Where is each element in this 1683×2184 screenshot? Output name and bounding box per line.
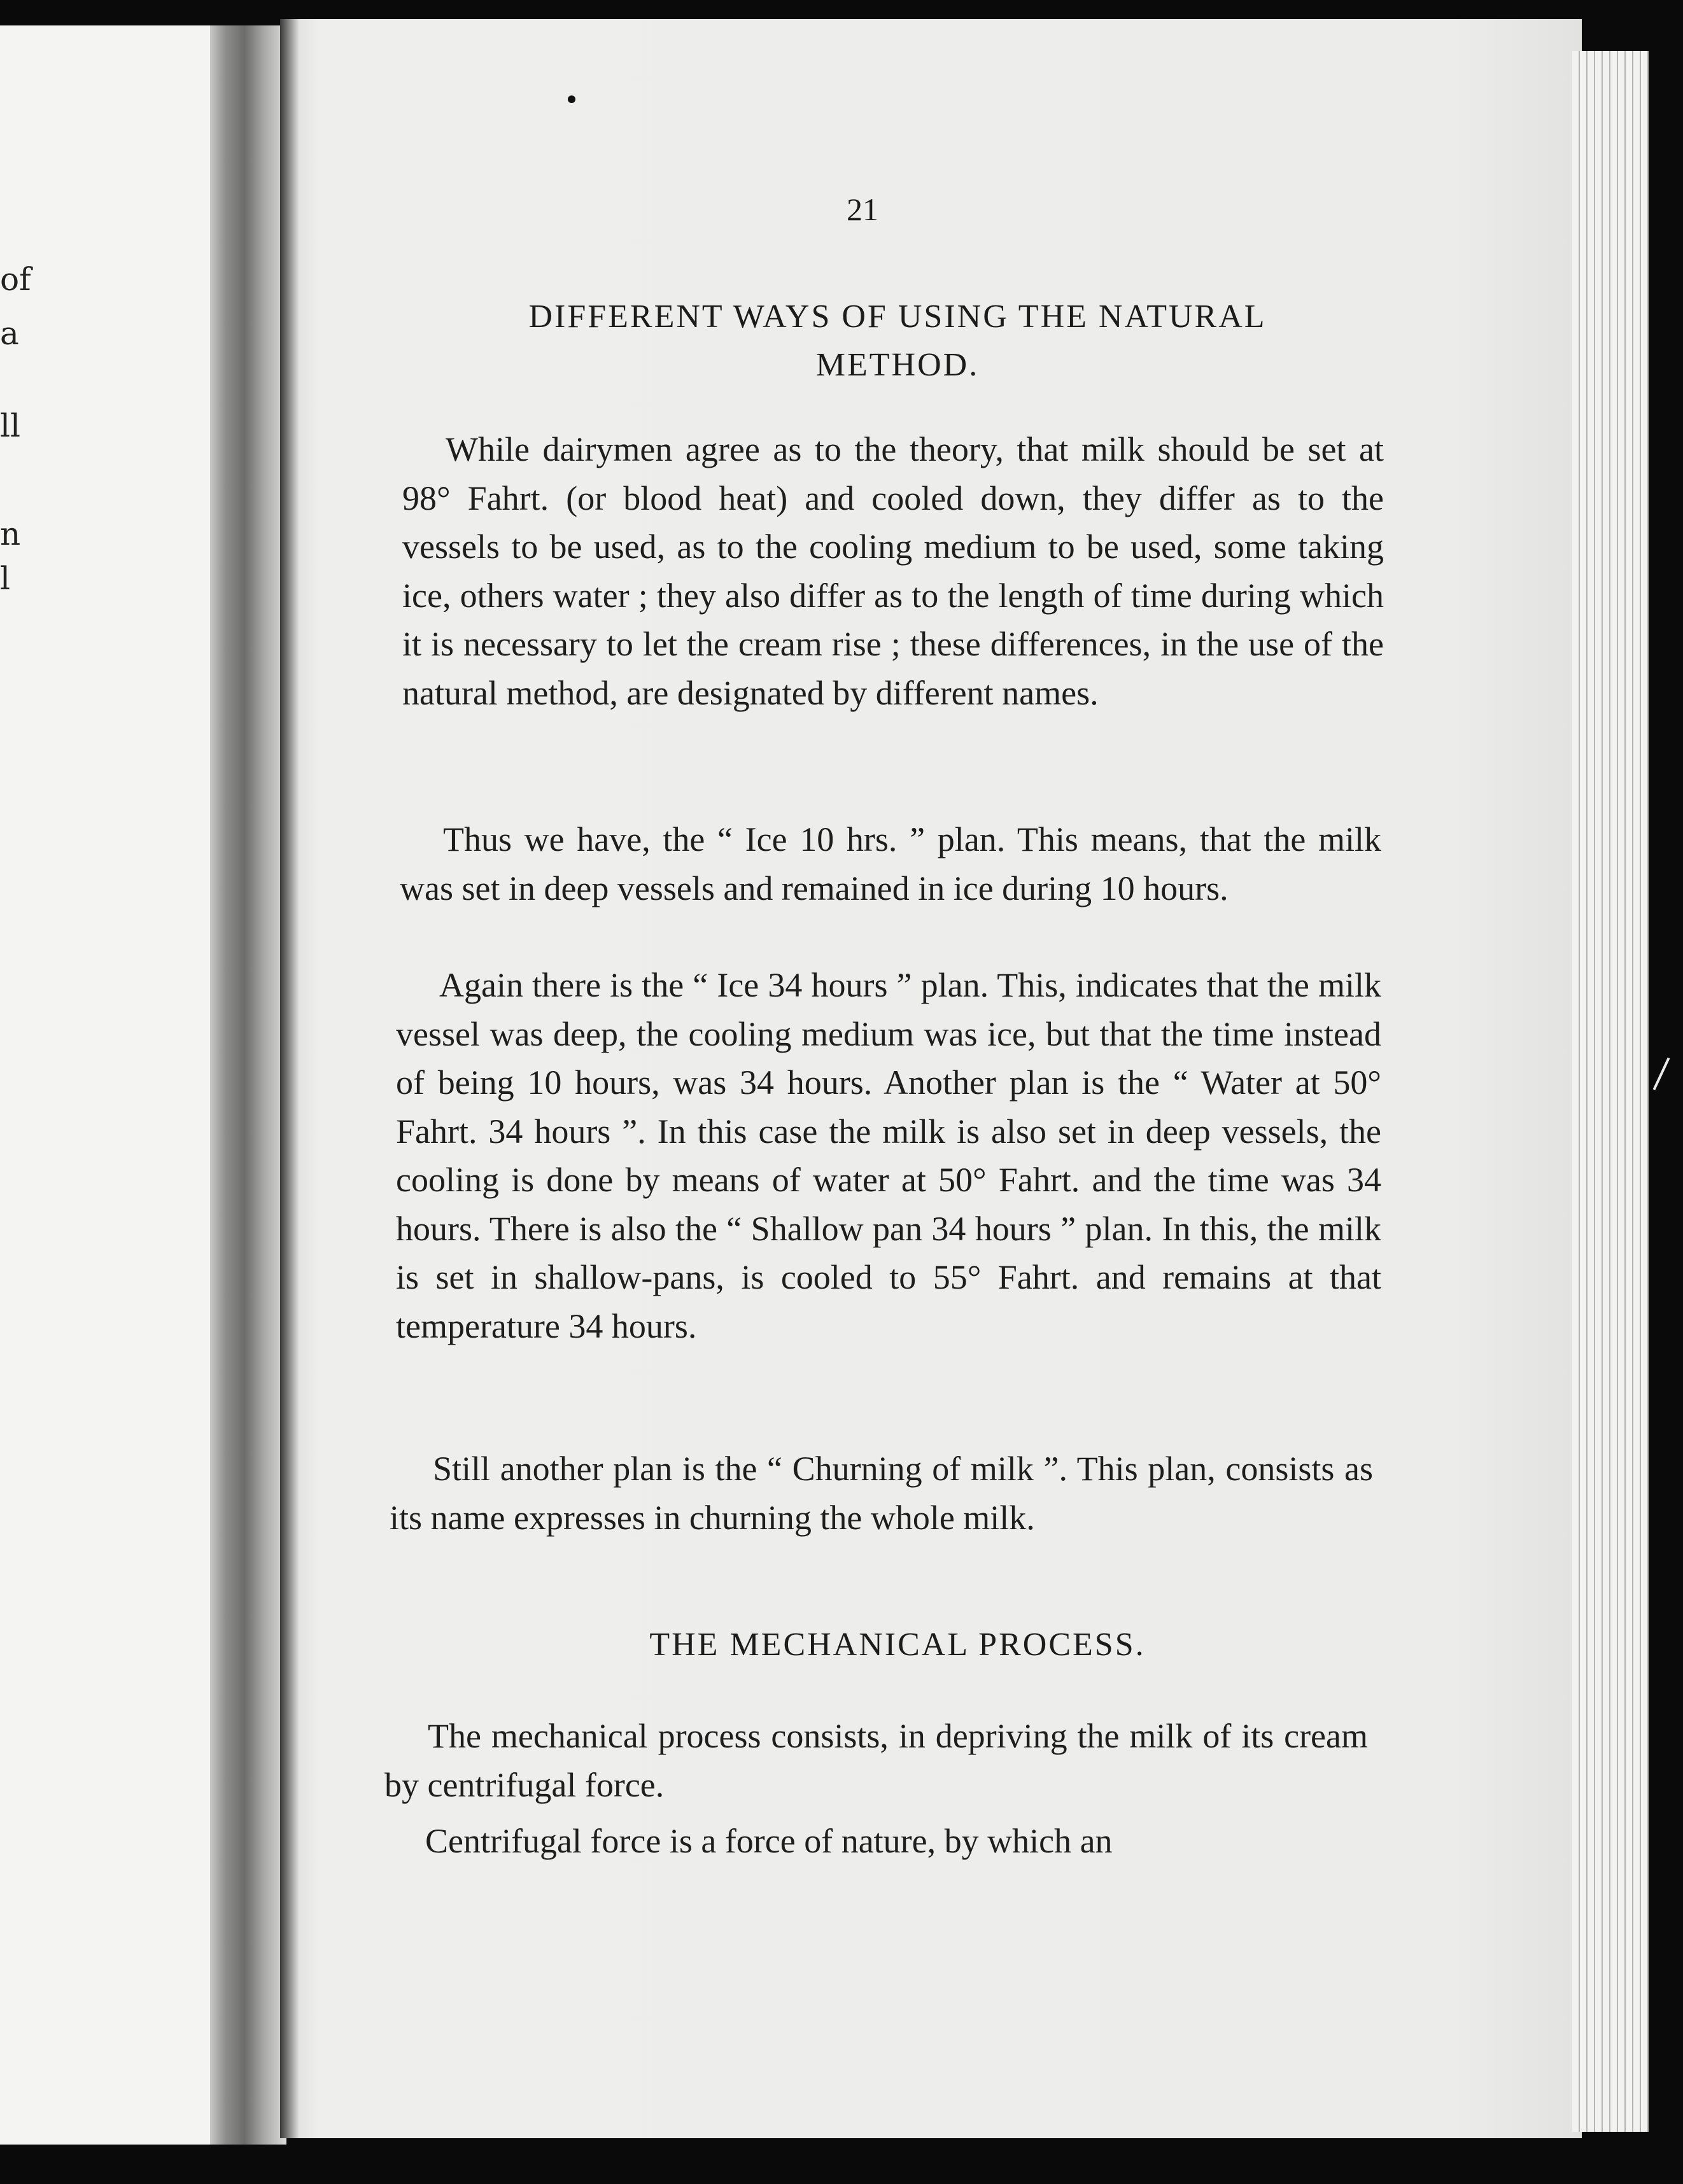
paragraph: The mechanical process consists, in depriving the milk of its cream by centrifugal force. <box>384 1717 1368 1804</box>
paragraph: Still another plan is the “ Churning of milk ”. This plan, consists as its name expresses in churning the whole milk. <box>390 1450 1373 1537</box>
book-gutter <box>210 25 286 2145</box>
page-number: 21 <box>847 192 878 227</box>
left-page-fragment: a <box>0 315 19 352</box>
paragraph: Thus we have, the “ Ice 10 hrs. ” plan. This means, that the milk was set in deep vessels and remained in ice during 10 hours. <box>400 820 1381 907</box>
left-page-fragment: ll <box>0 407 20 444</box>
page-heading-line-1: DIFFERENT WAYS OF USING THE NATURAL <box>528 298 1267 335</box>
left-page-fragment: l <box>0 560 10 597</box>
scan-artifact <box>1653 1058 1670 1091</box>
left-page-fragment: of <box>0 261 31 298</box>
left-facing-page <box>0 25 210 2145</box>
page-heading <box>382 293 1413 389</box>
page-heading-line-2: METHOD. <box>815 347 980 383</box>
paragraph: Centrifugal force is a force of nature, by which an <box>425 1822 1113 1860</box>
paragraph: While dairymen agree as to the theory, that milk should be set at 98° Fahrt. (or blood heat) and cooled down, they differ as to the vessels to be used, as to the cooling medium to be used, some taking ice, others water ; they also differ as to the length of time during which it is necessary to let the cream rise ; these differences, in the use of the natural method, are designated by different names. <box>402 430 1384 712</box>
page-edge-stack <box>1572 51 1649 2132</box>
section-heading: THE MECHANICAL PROCESS. <box>649 1627 1146 1663</box>
paragraph: Again there is the “ Ice 34 hours ” plan. This, indicates that the milk vessel was deep, the cooling medium was ice, but that the time instead of being 10 hours, was 34 hours. Another plan is the “ Water at 50° Fahrt. 34 hours ”. In this case the milk is also set in deep vessels, the cooling is done by means of water at 50° Fahrt. and the time was 34 hours. There is also the “ Shallow pan 34 hours ” plan. In this, the milk is set in shallow-pans, is cooled to 55° Fahrt. and remains at that temperature 34 hours. <box>396 966 1381 1345</box>
ink-speck <box>568 95 575 103</box>
left-page-fragment: n <box>0 515 21 552</box>
page-shadow <box>280 19 299 2138</box>
